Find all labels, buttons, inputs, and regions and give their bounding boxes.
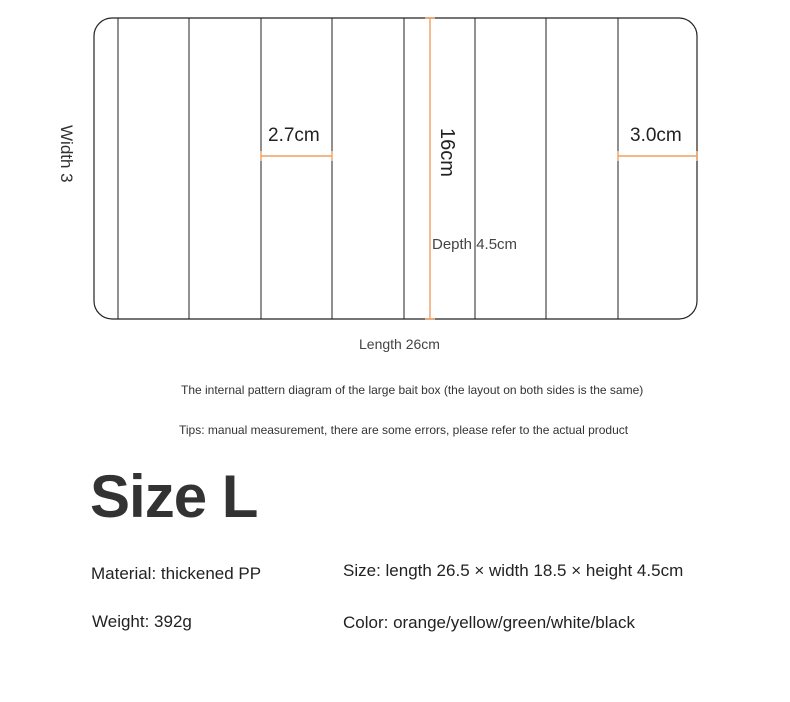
material-spec: Material: thickened PP	[91, 564, 262, 583]
weight-spec: Weight: 392g	[92, 612, 192, 631]
compartment-width-label: 2.7cm	[268, 125, 320, 146]
size-title: Size L	[90, 463, 258, 530]
tips-caption: Tips: manual measurement, there are some errors, please refer to the actual product	[179, 423, 629, 437]
end-compartment-label: 3.0cm	[630, 125, 682, 146]
height-label: 16cm	[436, 128, 458, 177]
size-spec: Size: length 26.5 × width 18.5 × height 4.5cm	[343, 561, 684, 580]
width-label: Width 3	[57, 125, 76, 183]
color-spec: Color: orange/yellow/green/white/black	[343, 613, 635, 632]
box-outline	[94, 18, 697, 319]
length-label: Length 26cm	[359, 336, 440, 352]
pattern-caption: The internal pattern diagram of the large bait box (the layout on both sides is the same)	[181, 383, 644, 397]
bait-box-diagram	[0, 0, 790, 340]
depth-label: Depth 4.5cm	[432, 236, 518, 253]
